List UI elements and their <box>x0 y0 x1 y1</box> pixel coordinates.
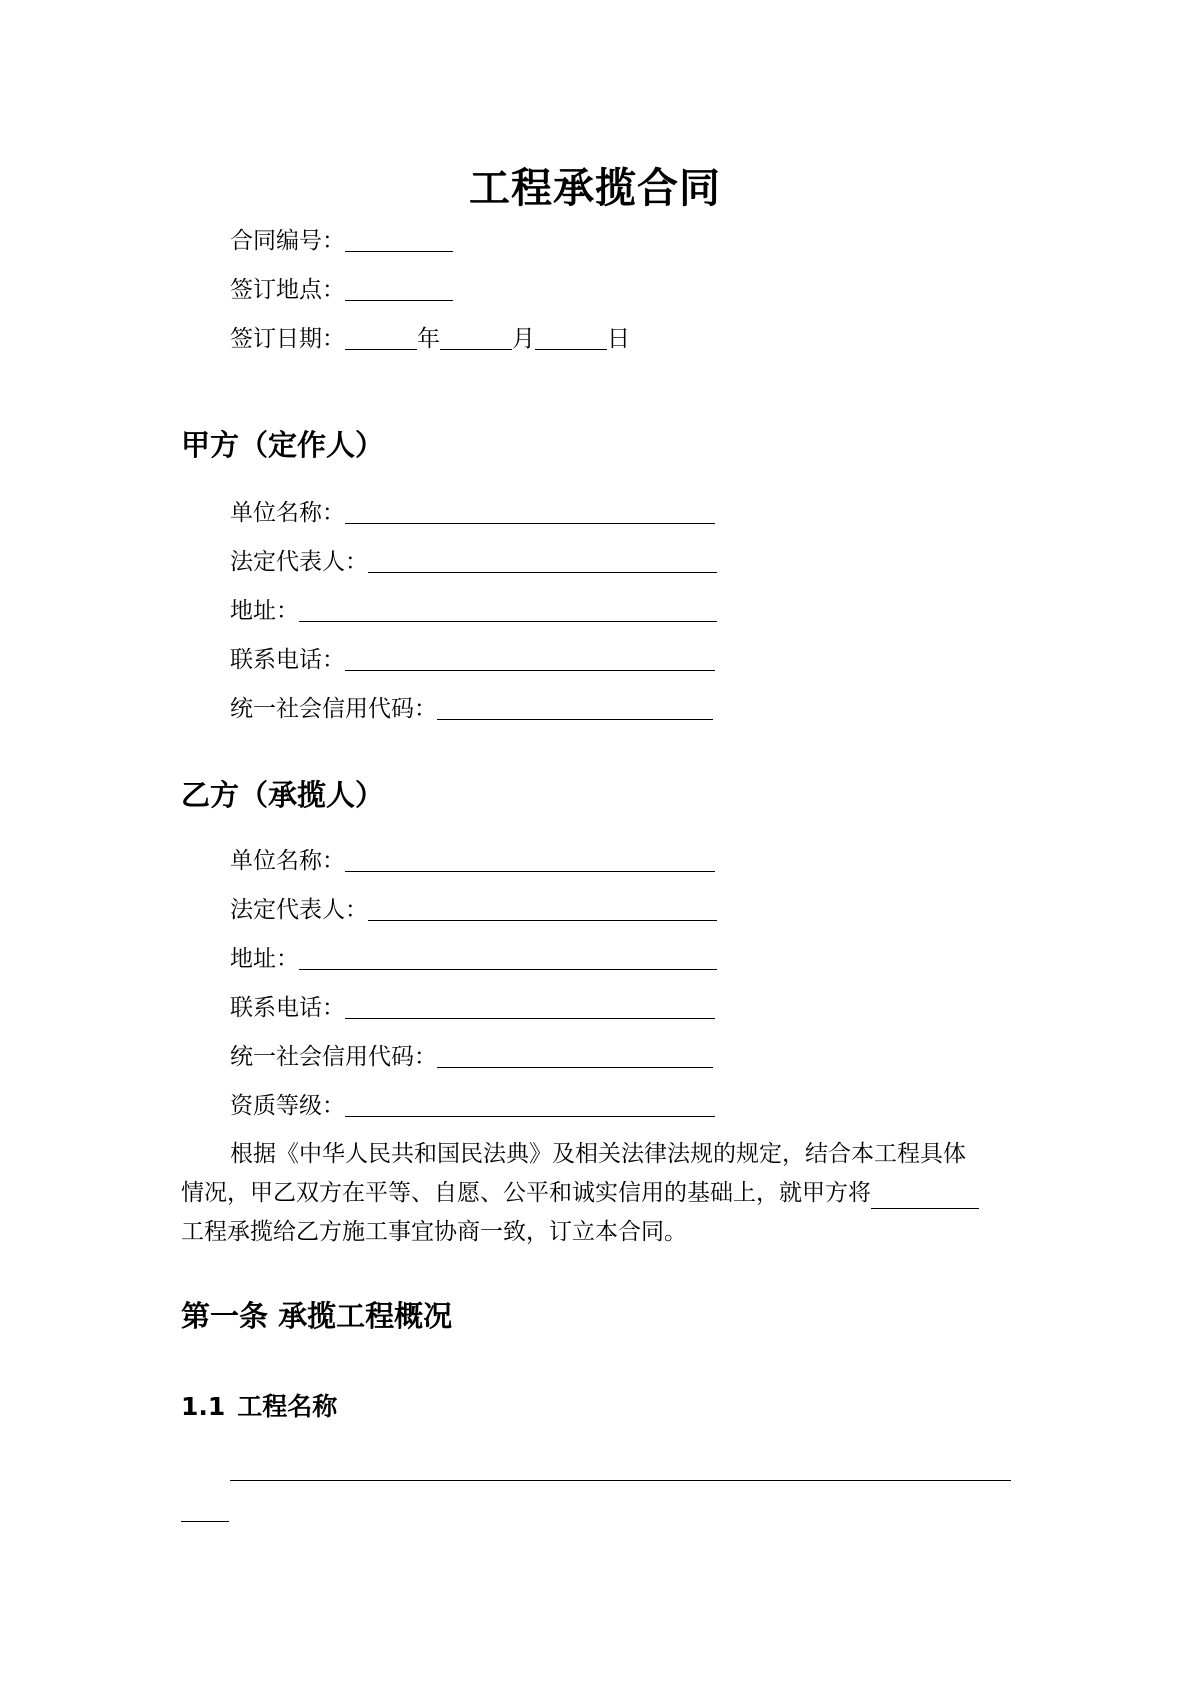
party-a-phone-label: 联系电话： <box>230 647 345 673</box>
party-a-phone-line <box>230 645 715 675</box>
party-b-credit-code-blank[interactable] <box>437 1045 713 1068</box>
preamble-text-3: 工程承揽给乙方施工事宜协商一致，订立本合同。 <box>181 1219 687 1245</box>
contract-number-line <box>230 226 453 256</box>
party-a-unit-label: 单位名称： <box>230 500 345 526</box>
sign-place-line <box>230 275 453 305</box>
sign-year-blank[interactable] <box>345 327 417 350</box>
sign-place-blank[interactable] <box>345 278 453 301</box>
contract-number-blank[interactable] <box>345 229 453 252</box>
party-b-qualification-line <box>230 1091 715 1121</box>
project-name-fill-line-2[interactable] <box>181 1521 229 1522</box>
party-b-qualification-label: 资质等级： <box>230 1093 345 1119</box>
party-b-credit-code-label: 统一社会信用代码： <box>230 1044 437 1070</box>
party-b-qualification-blank[interactable] <box>345 1094 715 1117</box>
article-1-heading: 第一条 承揽工程概况 <box>181 1299 453 1333</box>
party-b-address-line <box>230 944 717 974</box>
party-b-address-blank[interactable] <box>299 947 717 970</box>
document-title: 工程承揽合同 <box>469 164 721 212</box>
party-a-legal-rep-line <box>230 547 717 577</box>
preamble-paragraph <box>181 1135 1021 1252</box>
party-a-heading: 甲方（定作人） <box>181 428 385 462</box>
sign-month-blank[interactable] <box>440 327 512 350</box>
party-b-unit-blank[interactable] <box>345 849 715 872</box>
project-name-blank[interactable] <box>871 1186 979 1209</box>
section-1-1-heading <box>181 1390 337 1424</box>
month-label: 月 <box>512 326 535 352</box>
party-a-address-blank[interactable] <box>299 599 717 622</box>
preamble-line-2 <box>181 1174 1021 1213</box>
party-a-legal-rep-blank[interactable] <box>368 550 717 573</box>
year-label: 年 <box>417 326 440 352</box>
preamble-line-1 <box>181 1135 1021 1174</box>
section-1-1-title: 工程名称 <box>237 1392 338 1421</box>
party-b-phone-line <box>230 993 715 1023</box>
party-a-credit-code-label: 统一社会信用代码： <box>230 696 437 722</box>
party-b-phone-label: 联系电话： <box>230 995 345 1021</box>
day-label: 日 <box>607 326 630 352</box>
party-b-unit-label: 单位名称： <box>230 848 345 874</box>
sign-place-label: 签订地点： <box>230 277 345 303</box>
party-a-address-label: 地址： <box>230 598 299 624</box>
preamble-text-2: 情况，甲乙双方在平等、自愿、公平和诚实信用的基础上，就甲方将 <box>181 1180 871 1206</box>
party-b-unit-line <box>230 846 715 876</box>
party-b-heading: 乙方（承揽人） <box>181 778 385 812</box>
party-b-address-label: 地址： <box>230 946 299 972</box>
party-a-unit-line <box>230 498 715 528</box>
sign-date-line <box>230 324 630 354</box>
party-a-credit-code-blank[interactable] <box>437 697 713 720</box>
preamble-text-1: 根据《中华人民共和国民法典》及相关法律法规的规定，结合本工程具体 <box>230 1141 966 1167</box>
party-b-phone-blank[interactable] <box>345 996 715 1019</box>
sign-date-label: 签订日期： <box>230 326 345 352</box>
party-b-legal-rep-line <box>230 895 717 925</box>
sign-day-blank[interactable] <box>535 327 607 350</box>
party-b-legal-rep-label: 法定代表人： <box>230 897 368 923</box>
project-name-fill-line-1[interactable] <box>230 1480 1011 1481</box>
section-1-1-number: 1.1 <box>181 1392 226 1421</box>
party-b-legal-rep-blank[interactable] <box>368 898 717 921</box>
party-a-unit-blank[interactable] <box>345 501 715 524</box>
contract-number-label: 合同编号： <box>230 228 345 254</box>
party-a-credit-code-line <box>230 694 713 724</box>
party-b-credit-code-line <box>230 1042 713 1072</box>
party-a-phone-blank[interactable] <box>345 648 715 671</box>
preamble-line-3 <box>181 1213 1021 1252</box>
party-a-legal-rep-label: 法定代表人： <box>230 549 368 575</box>
party-a-address-line <box>230 596 717 626</box>
